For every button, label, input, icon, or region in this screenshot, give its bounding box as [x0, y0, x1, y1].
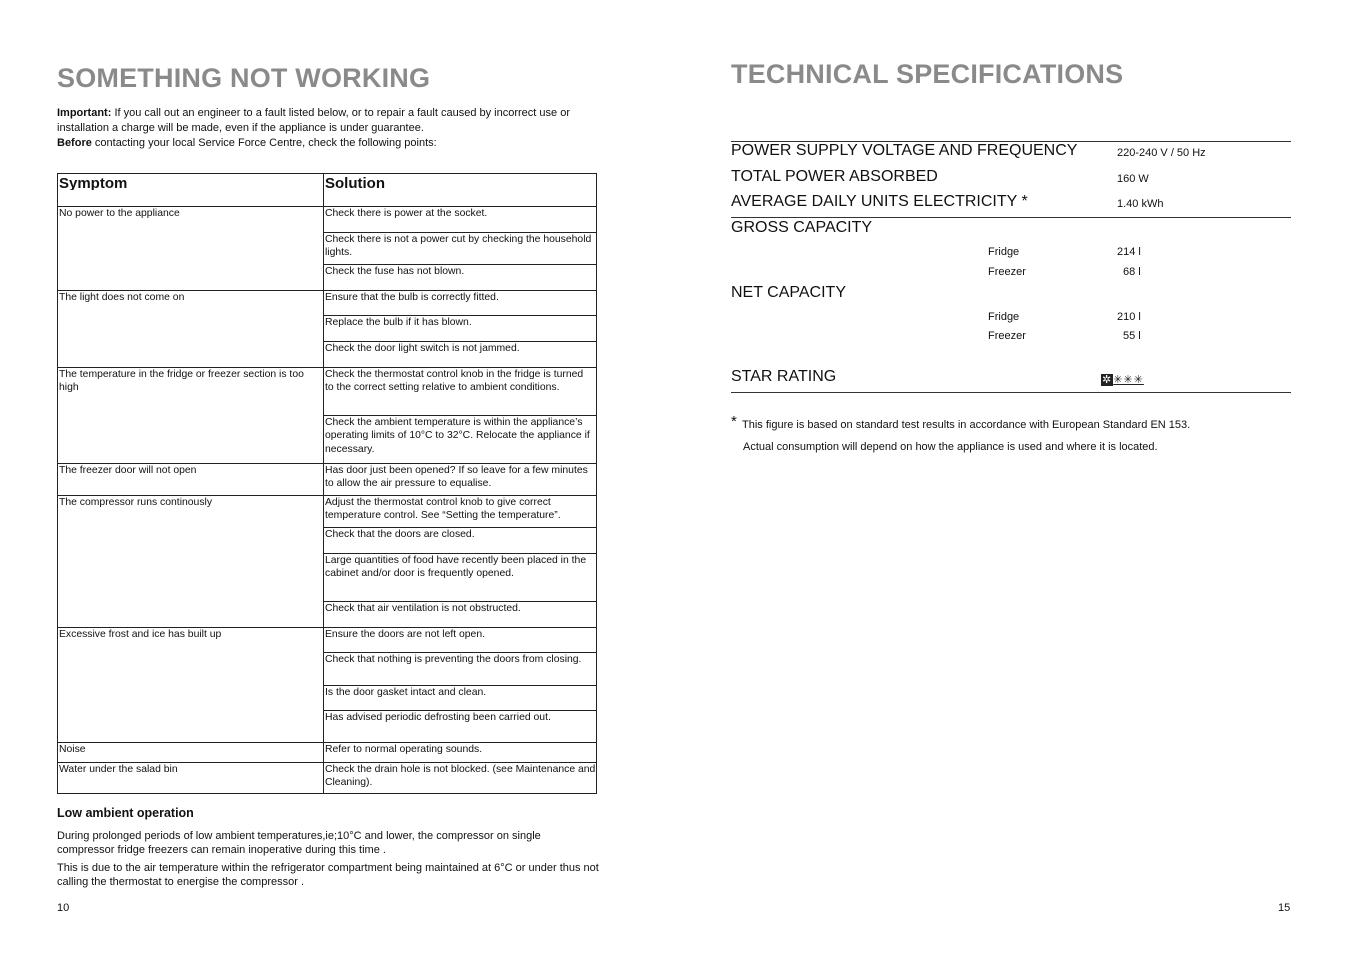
solution-cell: Large quantities of food have recently been placed in the cabinet and/or door is frequently opened.: [325, 555, 587, 580]
header-solution: Solution: [325, 176, 385, 191]
solution-cell: Adjust the thermostat control knob to give correct temperature control. See “Setting the temperature”.: [325, 497, 561, 522]
star-rating-icon: [1101, 374, 1144, 386]
gross-capacity-label: GROSS CAPACITY: [731, 219, 873, 236]
gross-freezer-label: Freezer: [988, 266, 1026, 278]
total-power-label: TOTAL POWER ABSORBED: [731, 168, 938, 185]
low-ambient-paragraph-1: During prolonged periods of low ambient temperatures,ie;10°C and lower, the compressor on single compressor fridge freezers can remain inoperative during this time .: [57, 830, 541, 856]
symptom-cell: Excessive frost and ice has built up: [59, 629, 222, 640]
power-supply-value: 220-240 V / 50 Hz: [1117, 147, 1206, 159]
troubleshooting-table: [57, 173, 597, 794]
intro-important: [57, 106, 617, 136]
gross-fridge-value: 214 l: [1117, 246, 1141, 258]
solution-cell: Check the ambient temperature is within the appliance’s operating limits of 10°C to 32°C. Relocate the appliance if necessary.: [325, 417, 590, 455]
footnote-asterisk: *: [731, 413, 737, 430]
gross-freezer-value: 68 l: [1123, 266, 1141, 278]
daily-units-value: 1.40 kWh: [1117, 198, 1164, 210]
important-text: If you call out an engineer to a fault listed below, or to repair a fault caused by incorrect use or installation a charge will be made, even if the appliance is under guarantee.: [57, 107, 570, 134]
header-symptom: Symptom: [59, 176, 128, 191]
daily-units-label: AVERAGE DAILY UNITS ELECTRICITY *: [731, 193, 1028, 210]
solution-cell: Refer to normal operating sounds.: [325, 744, 483, 755]
net-freezer-value: 55 l: [1123, 330, 1141, 342]
footnote-line-2: Actual consumption will depend on how the appliance is used and where it is located.: [743, 441, 1158, 453]
low-ambient-heading: Low ambient operation: [57, 806, 194, 820]
solution-cell: Check that nothing is preventing the doors from closing.: [325, 654, 582, 665]
net-freezer-label: Freezer: [988, 330, 1026, 342]
page-title-left: SOMETHING NOT WORKING: [57, 63, 431, 93]
solution-cell: Check there is not a power cut by checking the household lights.: [325, 234, 592, 259]
symptom-cell: The light does not come on: [59, 292, 185, 303]
page-number-left: 10: [57, 902, 70, 914]
solution-cell: Ensure that the bulb is correctly fitted.: [325, 292, 499, 303]
solution-cell: Check the door light switch is not jammed.: [325, 343, 520, 354]
important-label: Important:: [57, 107, 112, 119]
solution-cell: Has advised periodic defrosting been carried out.: [325, 712, 551, 723]
net-fridge-label: Fridge: [988, 311, 1020, 323]
intro-before: [57, 136, 617, 151]
symptom-cell: Water under the salad bin: [59, 764, 178, 775]
spec-rule-middle: [731, 217, 1291, 218]
solution-cell: Check the fuse has not blown.: [325, 266, 465, 277]
solution-cell: Check the drain hole is not blocked. (see Maintenance and Cleaning).: [325, 764, 596, 789]
symptom-cell: Noise: [59, 744, 86, 755]
solution-cell: Check the thermostat control knob in the fridge is turned to the correct setting relative to ambient conditions.: [325, 369, 584, 394]
solution-cell: Check that air ventilation is not obstructed.: [325, 603, 521, 614]
solution-cell: Check there is power at the socket.: [325, 208, 488, 219]
solution-cell: Ensure the doors are not left open.: [325, 629, 486, 640]
total-power-value: 160 W: [1117, 173, 1149, 185]
symptom-cell: The freezer door will not open: [59, 465, 197, 476]
page-title-right: TECHNICAL SPECIFICATIONS: [731, 59, 1124, 89]
spec-rule-bottom: [731, 392, 1291, 393]
before-label: Before: [57, 137, 92, 149]
net-capacity-label: NET CAPACITY: [731, 284, 846, 301]
star-icon: ✳✳✳: [1113, 374, 1144, 386]
before-text: contacting your local Service Force Centre, check the following points:: [91, 137, 437, 149]
net-fridge-value: 210 l: [1117, 311, 1141, 323]
symptom-cell: No power to the appliance: [59, 208, 180, 219]
solution-cell: Has door just been opened? If so leave for a few minutes to allow the air pressure to equalise.: [325, 465, 588, 490]
low-ambient-paragraph-2: This is due to the air temperature within the refrigerator compartment being maintained at 6°C or under thus not calling the thermostat to energise the compressor .: [57, 862, 599, 888]
star-rating-label: STAR RATING: [731, 368, 837, 385]
solution-cell: Check that the doors are closed.: [325, 529, 475, 540]
symptom-cell: The compressor runs continously: [59, 497, 213, 508]
power-supply-label: POWER SUPPLY VOLTAGE AND FREQUENCY: [731, 142, 1078, 159]
footnote-line-1: This figure is based on standard test results in accordance with European Standard EN 153.: [742, 419, 1191, 431]
page-number-right: 15: [1278, 902, 1291, 914]
solution-cell: Is the door gasket intact and clean.: [325, 687, 487, 698]
star-icon: ✲: [1102, 374, 1113, 386]
symptom-cell: The temperature in the fridge or freezer section is too high: [59, 369, 304, 394]
solution-cell: Replace the bulb if it has blown.: [325, 317, 472, 328]
gross-fridge-label: Fridge: [988, 246, 1020, 258]
